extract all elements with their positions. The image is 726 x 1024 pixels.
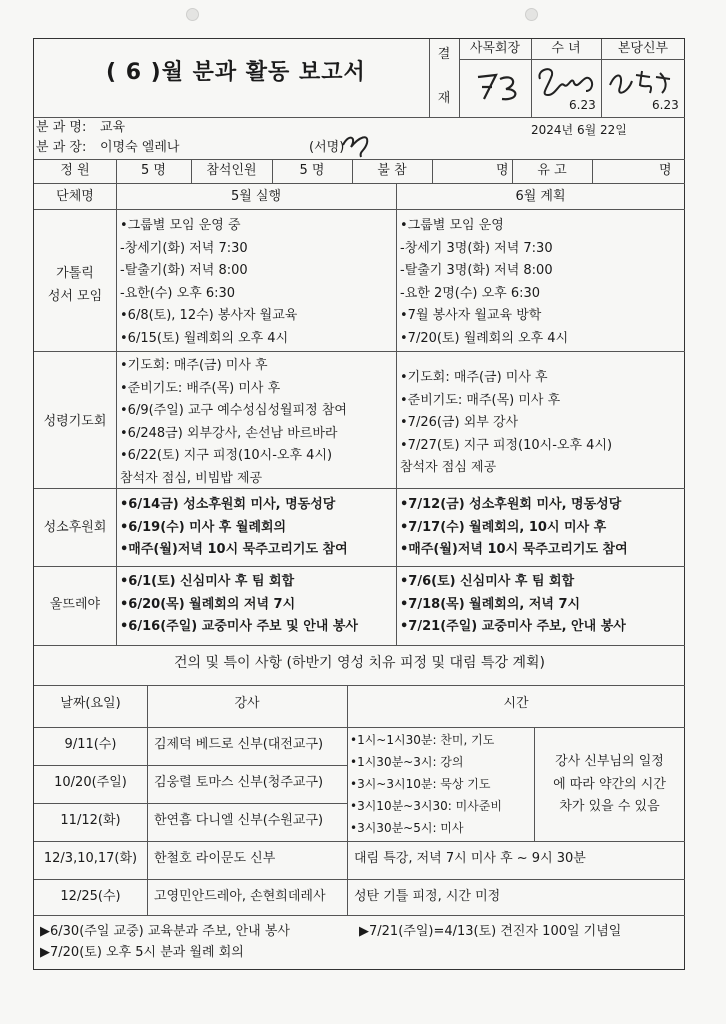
report-date: 2024년 6월 22일 [531,123,627,137]
sched-speaker: 김웅렬 토마스 신부(청주교구) [154,775,324,790]
group-done-bible-study: •그룹별 모임 운영 중 -창세기(화) 저녁 7:30 -탈출기(화) 저녁 8:00 -요한(수) 오후 6:30 •6/8(토), 12수) 봉사자 월교육 •6/15(토) 월례회의 오후 4시 [120,218,298,346]
signature-date: 6.23 [569,98,596,112]
sched-date: 11/12(화) [60,813,121,828]
sched-header-speaker: 강사 [234,696,260,711]
footer-item: ▶7/20(토) 오후 5시 분과 월례 회의 [40,945,244,960]
group-name-ultreya: 울뜨레야 [49,597,101,612]
sched-speaker: 김제덕 베드로 신부(대전교구) [154,737,324,752]
schedule-note: 강사 신부님의 일정 에 따라 약간의 시간 차가 있을 수 있음 [553,754,666,814]
retreat-schedule: •1시~1시30분: 찬미, 기도 •1시30분~3시: 강의 •3시~3시10분: 묵상 기도 •3시10분~3시30: 미사준비 •3시30분~5시: 미사 [350,733,502,835]
group-plan-ultreya: •7/6(토) 신심미사 후 팀 회합 •7/18(목) 월례회의, 저녁 7시 •7/21(주일) 교중미사 주보, 안내 봉사 [400,574,626,634]
report-frame [33,38,685,970]
leader-signature [339,127,379,159]
column-header-done: 5월 실행 [230,189,282,204]
group-name-bible-study: 가톨릭 성서 모임 [47,266,103,304]
signature-date: 6.23 [652,98,679,112]
suggestions-title: 건의 및 특이 사항 (하반기 영성 치유 피정 및 대림 특강 계획) [174,655,545,671]
sched-date: 9/11(수) [64,737,117,752]
binder-hole [525,8,538,21]
excused-label: 유 고 [537,163,567,178]
sched-date: 10/20(주일) [54,775,127,790]
sched-time: 대림 특강, 저녁 7시 미사 후 ~ 9시 30분 [354,851,586,866]
leader-label: 분 과 장: [36,140,87,155]
footer-item: ▶7/21(주일)=4/13(토) 견진자 100일 기념일 [359,924,622,939]
sched-time: 성탄 기틀 피정, 시간 미정 [354,889,501,904]
signature-sister [534,61,600,101]
signature-council-president [474,67,524,107]
sched-date: 12/25(수) [60,889,121,904]
sched-speaker: 고영민안드레아, 손현희데레사 [154,889,326,904]
sched-header-date: 날짜(요일) [60,696,121,711]
approval-label: 재 [437,91,451,106]
group-done-vocation-support: •6/14금) 성소후원회 미사, 명동성당 •6/19(수) 미사 후 월례회의 •매주(월)저녁 10시 묵주고리기도 참여 [120,497,348,557]
quota-value: 5 명 [141,163,166,178]
group-plan-charismatic-prayer: •기도회: 매주(금) 미사 후 •준비기도: 매주(목) 미사 후 •7/26(금) 외부 강사 •7/27(토) 지구 피정(10시-오후 4시) 참석자 점심 제공 [400,370,613,475]
department-name: 교육 [100,120,126,135]
group-name-charismatic-prayer: 성령기도회 [43,414,107,429]
approver-title-pastor: 본당신부 [617,41,669,56]
report-title: ( 6 )월 분과 활동 보고서 [106,60,366,85]
present-label: 참석인원 [206,163,257,178]
group-name-vocation-support: 성소후원회 [43,520,107,535]
sched-speaker: 한철호 라이문도 신부 [154,851,276,866]
binder-hole [186,8,199,21]
approval-label: 결 [437,47,451,62]
sched-header-time: 시간 [503,696,529,711]
sched-speaker: 한연흠 다니엘 신부(수원교구) [154,813,324,828]
absent-unit: 명 [496,163,509,178]
absent-label: 불 참 [377,163,407,178]
group-done-ultreya: •6/1(토) 신심미사 후 팀 회합 •6/20(목) 월례회의 저녁 7시 •6/16(주일) 교중미사 주보 및 안내 봉사 [120,574,358,634]
group-plan-vocation-support: •7/12(금) 성소후원회 미사, 명동성당 •7/17(수) 월례회의, 10시 미사 후 •매주(월)저녁 10시 묵주고리기도 참여 [400,497,628,557]
approver-title-sister: 수 녀 [551,41,581,56]
approver-title-council-president: 사목회장 [469,41,521,56]
leader-name: 이명숙 엘레나 [100,140,180,155]
column-header-group: 단체명 [56,189,94,204]
quota-label: 정 원 [60,163,90,178]
group-done-charismatic-prayer: •기도회: 매주(금) 미사 후 •준비기도: 배주(목) 미사 후 •6/9(주일) 교구 예수성심성월피정 참여 •6/248금) 외부강사, 손선남 바르바라 •6/22(토) 지구 피정(10시-오후 4시) 참석자 점심, 비빔밥 제공 [120,358,347,486]
sign-label: (서명) [309,140,345,155]
sched-date: 12/3,10,17(화) [43,851,138,866]
present-value: 5 명 [299,163,325,178]
group-plan-bible-study: •그룹별 모임 운영 -창세기 3명(화) 저녁 7:30 -탈출기 3명(화) 저녁 8:00 -요한 2명(수) 오후 6:30 •7월 봉사자 월교육 방학 •7/20(토) 월례회의 오후 4시 [400,218,569,346]
excused-unit: 명 [659,163,672,178]
footer-item: ▶6/30(주일 교중) 교육분과 주보, 안내 봉사 [40,924,290,939]
department-label: 분 과 명: [36,120,87,135]
column-header-plan: 6월 계획 [515,189,566,204]
